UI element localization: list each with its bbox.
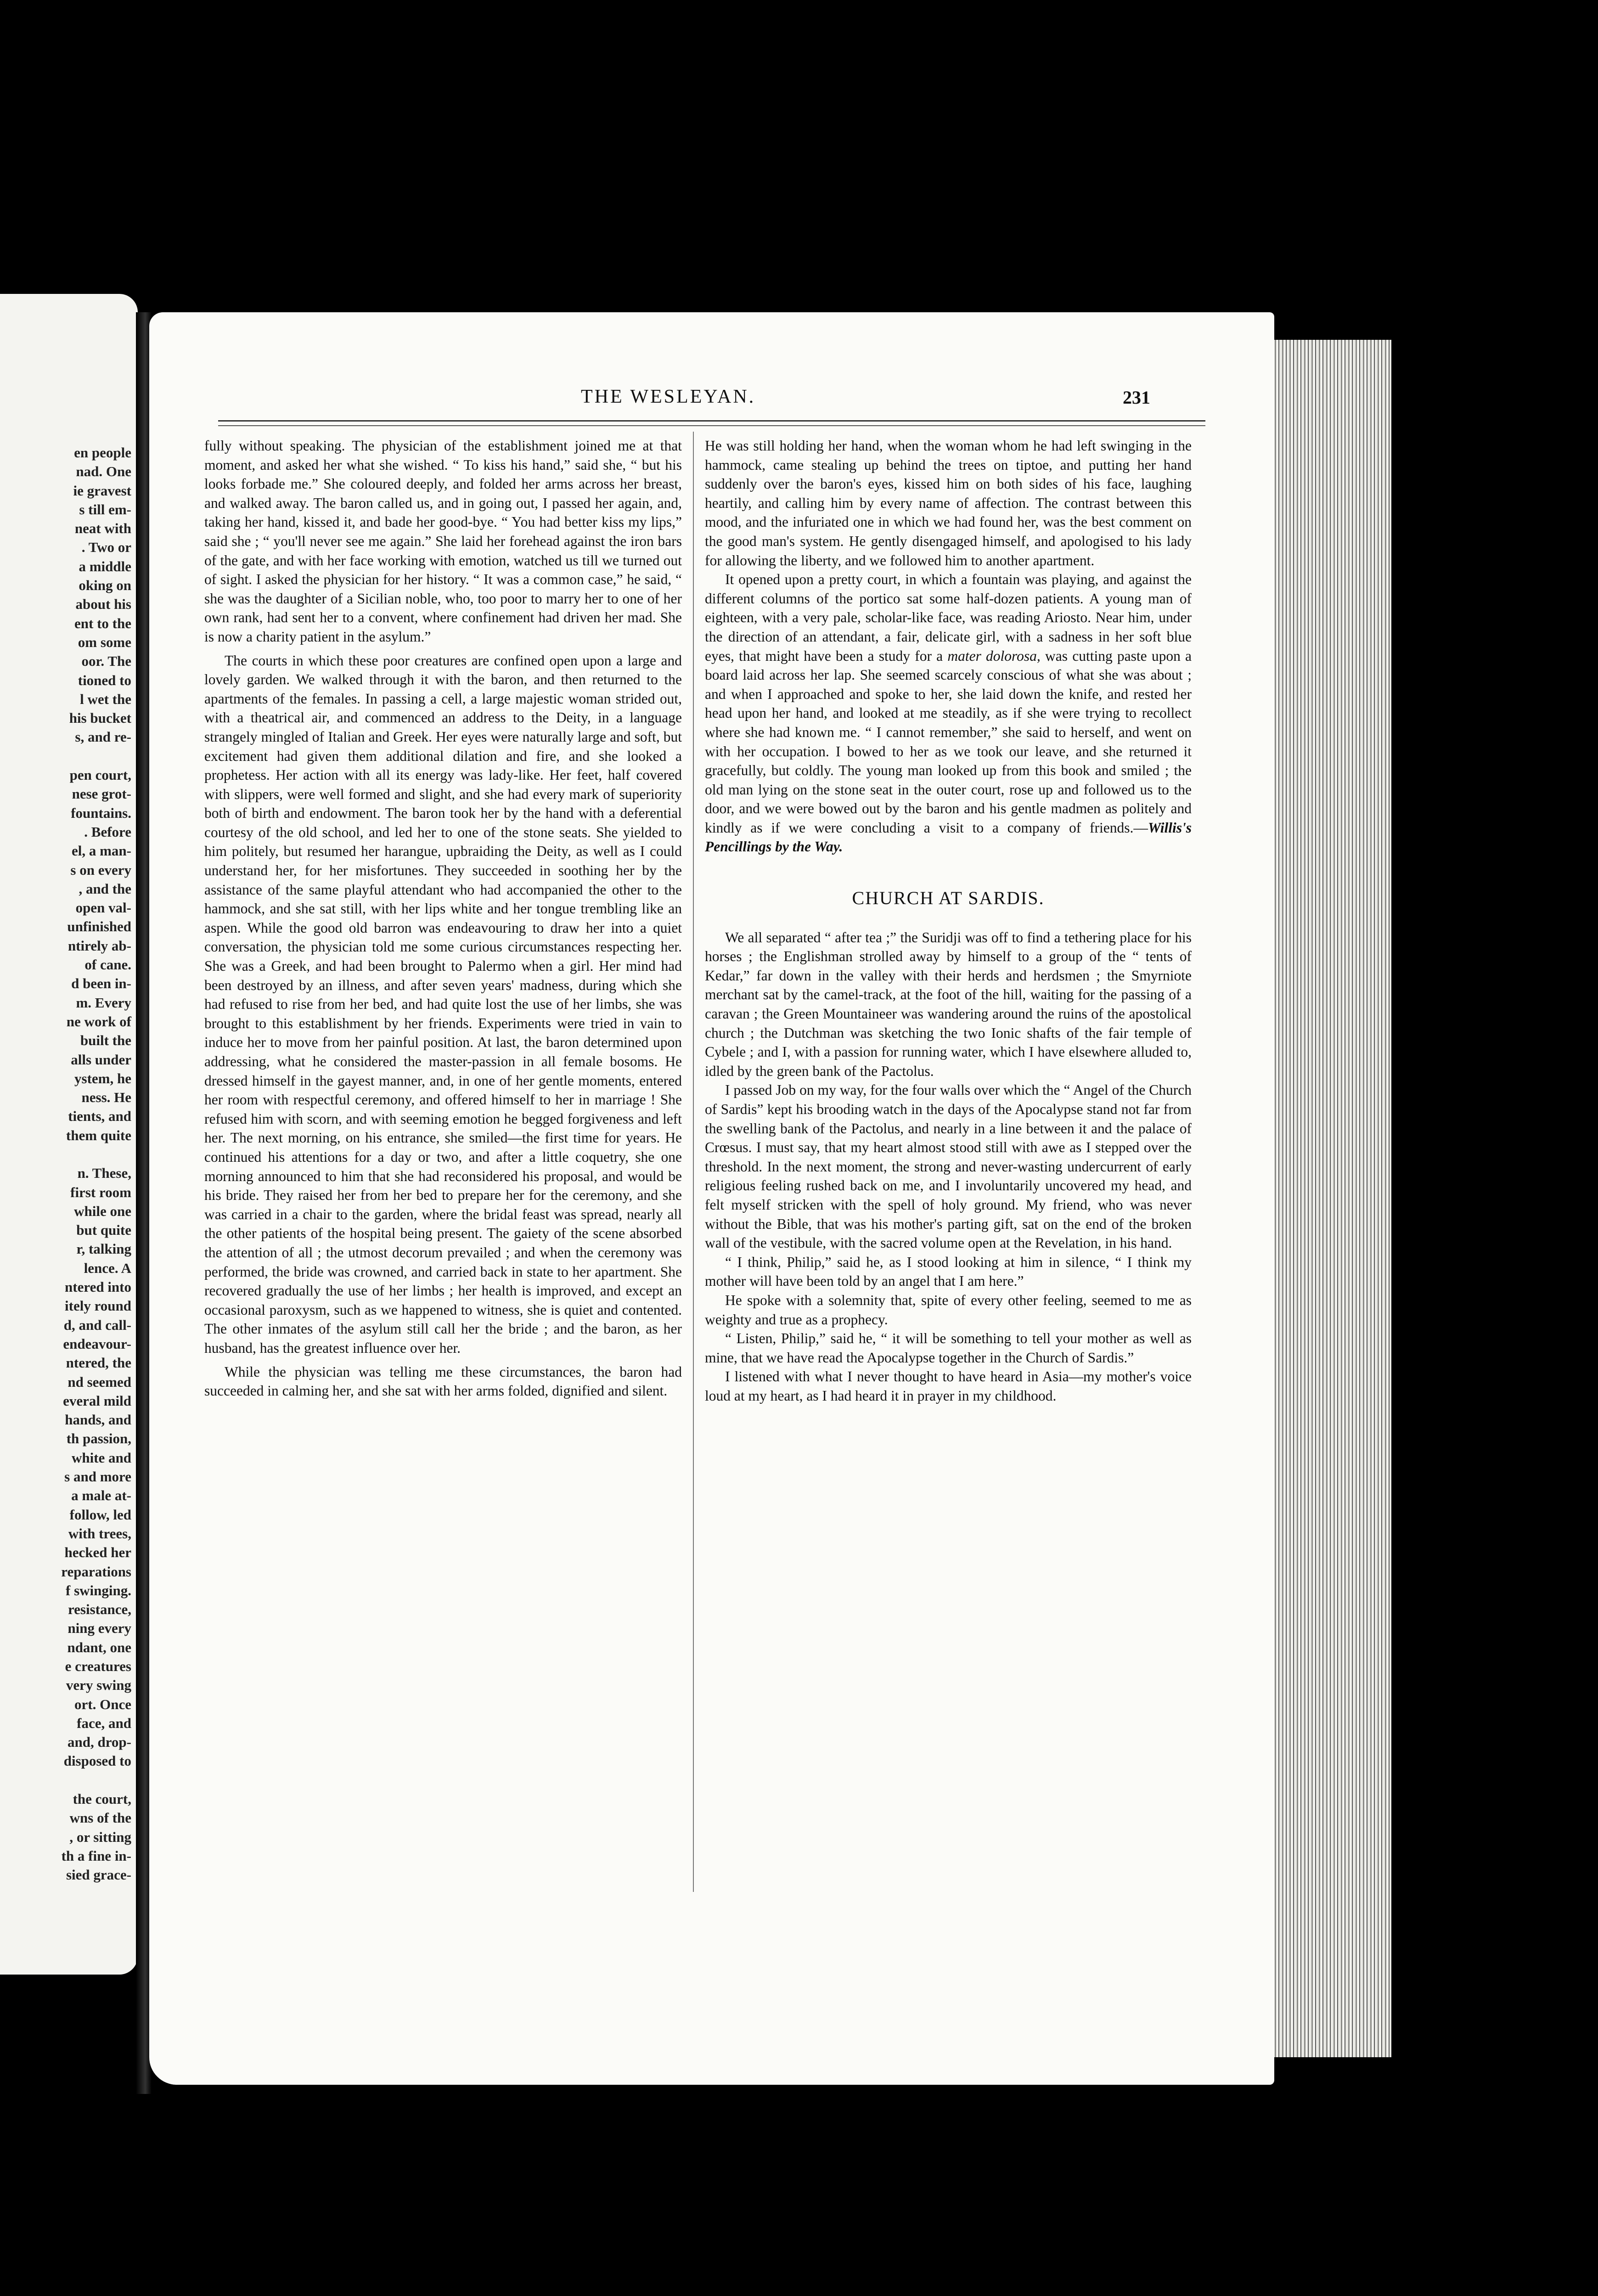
paragraph-text: It opened upon a pretty court, in which a fountain was playing, and against the different columns of the portico sat some half-dozen patients. A young man of eighteen, with a very pale, scholar-like face, was reading Ariosto. Near him, under the direction of an attendant, a fair, delicate girl, with a sadness in her soft blue eyes, that might have been a study for a bbox=[705, 571, 1192, 664]
fragment-line: . Two or bbox=[81, 539, 131, 556]
fragment-line: a middle bbox=[79, 558, 131, 574]
fragment-line: tients, and bbox=[68, 1108, 131, 1125]
fragment-line: hands, and bbox=[65, 1412, 131, 1428]
fragment-line bbox=[0, 1771, 131, 1790]
fragment-line: ning every bbox=[68, 1620, 131, 1637]
fragment-line: face, and bbox=[77, 1715, 131, 1731]
fragment-line: built the bbox=[80, 1032, 131, 1049]
fragment-line: fountains. bbox=[71, 805, 131, 821]
fragment-line: itely round bbox=[65, 1298, 131, 1314]
fragment-line: reparations bbox=[61, 1563, 131, 1580]
fragment-line: f swinging. bbox=[66, 1582, 131, 1598]
fragment-line: e creatures bbox=[65, 1658, 131, 1674]
fragment-line: d been in- bbox=[71, 975, 131, 992]
paragraph bbox=[705, 570, 1192, 856]
paragraph: “ Listen, Philip,” said he, “ it will be something to tell your mother as well as mine, that we have read the Apocalypse together in the Church of Sardis.” bbox=[705, 1330, 1192, 1366]
fragment-line: hecked her bbox=[64, 1544, 131, 1561]
fragment-line: follow, led bbox=[69, 1506, 131, 1523]
paragraph: “ I think, Philip,” said he, as I stood looking at him in silence, “ I think my mother will have been told by an angel that I am here.” bbox=[705, 1254, 1192, 1289]
fragment-line: l wet the bbox=[80, 691, 131, 707]
fragment-line: about his bbox=[75, 596, 131, 613]
fragment-line: tioned to bbox=[78, 672, 131, 688]
fragment-line: endeavour- bbox=[63, 1335, 131, 1352]
previous-page-fragment bbox=[0, 294, 138, 1975]
paragraph: I listened with what I never thought to have heard in Asia—my mother's voice loud at my heart, as I had heard it in prayer in my childhood. bbox=[705, 1368, 1192, 1404]
fragment-line bbox=[0, 1145, 131, 1164]
paragraph: I passed Job on my way, for the four walls over which the “ Angel of the Church of Sardis” kept his brooding watch in the days of the Apocalypse stand not far from the swelling bank of the Pactolus, and nearly in a line between it and the palace of Crœsus. I must say, that my heart almost stood still with awe as I stepped over the threshold. In the next moment, the strong and never-wasting undercurrent of early religious feeling rushed back on me, and I involuntarily uncovered my head, and felt myself stricken with the spell of holy ground. My friend, who was never without the Bible, that was his mother's parting gift, sat on the end of the broken wall of the vestibule, with the sacred volume open at the Revelation, in his hand. bbox=[705, 1082, 1192, 1251]
fragment-line: el, a man- bbox=[71, 843, 131, 859]
fragment-line: s till em- bbox=[79, 501, 131, 518]
fragment-line: open val- bbox=[75, 900, 131, 916]
fragment-line: unfinished bbox=[67, 918, 131, 935]
fragment-line: but quite bbox=[76, 1222, 131, 1238]
fragment-line: with trees, bbox=[68, 1525, 131, 1542]
fragment-line: alls under bbox=[71, 1051, 131, 1068]
fragment-line: ne work of bbox=[66, 1013, 131, 1030]
fragment-line: n. These, bbox=[77, 1165, 131, 1182]
fragment-line: wns of the bbox=[69, 1810, 131, 1826]
fragment-line: lence. A bbox=[84, 1260, 131, 1276]
fragment-line: while one bbox=[74, 1203, 131, 1219]
fragment-line: oor. The bbox=[81, 653, 131, 670]
italic-phrase: mater dolorosa, bbox=[947, 647, 1041, 664]
fragment-line: ntirely ab- bbox=[68, 937, 131, 954]
fragment-line: . Before bbox=[84, 823, 131, 840]
fragment-line: white and bbox=[71, 1449, 131, 1466]
fragment-line: ort. Once bbox=[74, 1696, 131, 1712]
fragment-line: a male at- bbox=[71, 1487, 131, 1504]
column-divider bbox=[693, 432, 694, 1892]
fragment-line: , or sitting bbox=[69, 1829, 131, 1845]
fragment-line: ndant, one bbox=[67, 1639, 131, 1655]
fragment-line: th a fine in- bbox=[61, 1847, 131, 1864]
citation: Willis's Pencillings by the Way. bbox=[705, 819, 1192, 855]
paragraph: He spoke with a solemnity that, spite of every other feeling, seemed to me as weighty and true as a prophecy. bbox=[705, 1292, 1192, 1328]
fragment-line: ntered into bbox=[65, 1279, 131, 1295]
fragment-line: his bucket bbox=[69, 710, 131, 726]
fragment-line: om some bbox=[78, 634, 131, 650]
fragment-line: ness. He bbox=[81, 1089, 131, 1106]
fragment-line: them quite bbox=[66, 1127, 131, 1143]
paragraph: While the physician was telling me these circumstances, the baron had succeeded in calming her, and she sat with her arms folded, dignified and silent. bbox=[204, 1363, 682, 1399]
fragment-line: nd seemed bbox=[68, 1373, 131, 1390]
fragment-line: th passion, bbox=[66, 1430, 131, 1447]
main-page bbox=[149, 312, 1274, 2085]
fragment-line: of cane. bbox=[84, 957, 131, 973]
column-left bbox=[204, 436, 682, 1401]
fragment-line: ie gravest bbox=[73, 482, 131, 499]
fragment-line: r, talking bbox=[76, 1241, 131, 1257]
fragment-line bbox=[0, 747, 131, 765]
fragment-line: everal mild bbox=[63, 1392, 131, 1409]
fragment-line: s, and re- bbox=[75, 729, 131, 745]
fragment-line: the court, bbox=[73, 1791, 131, 1807]
fragment-line: ntered, the bbox=[66, 1355, 131, 1371]
fragment-line: disposed to bbox=[63, 1753, 131, 1769]
fragment-line: neat with bbox=[74, 520, 131, 537]
paragraph: The courts in which these poor creatures are confined open upon a large and lovely garden. We walked through it with the baron, and then returned to the apartments of the females. In passing a cell, a large majestic woman strided out, with a theatrical air, and commenced an address to the Deity, in a language strangely mingled of Italian and Greek. Her eyes were naturally large and soft, but excitement had given them additional dilation and fire, and she looked a prophetess. Her action with all its energy was lady-like. Her feet, half covered with slippers, were well formed and slight, and she had every mark of superiority both of birth and endowment. The baron took her by the hand with a deferential courtesy of the old school, and led her to one of the stone seats. She yielded to him politely, but resumed her harangue, upbraiding the Deity, as well as I could understand her, for her misfortunes. They succeeded in soothing her by the assistance of the same playful attendant who had accompanied the other to the hammock, and she sat still, with her lips white and her tongue trembling like an aspen. While the good old barron was endeavouring to draw her into a quiet conversation, the physician told me some curious circumstances respecting her. She was a Greek, and had been brought to Palermo when a girl. Her mind had been destroyed by an illness, and after seven years' madness, during which she had refused to rise from her bed, and had quite lost the use of her limbs, she was brought to this establishment by her friends. Experiments were tried in vain to induce her to move from her painful position. At last, the baron determined upon addressing, what he considered the master-passion in all female bosoms. He dressed himself in the gayest manner, and, in one of her gentle moments, entered her room with respectful ceremony, and offered himself to her in marriage ! She refused him with scorn, and with seeming emotion he begged forgiveness and left her. The next morning, on his entrance, she smiled—the first time for years. He continued his attentions for a day or two, and after a little coquetry, she one morning announced to him that she had reconsidered his proposal, and would be his bride. They raised her from her bed to prepare her for the ceremony, and she was carried in a chair to the garden, where the bridal feast was spread, nearly all the other patients of the hospital being present. The gaiety of the scene absorbed the attention of all ; the utmost decorum prevailed ; and when the ceremony was performed, the bride was crowned, and carried back in state to her apartment. She recovered gradually the use of her limbs ; her health is improved, and except an occasional paroxysm, such as we happened to witness, she is quiet and contented. The other inmates of the asylum still call her the bride ; and the baron, as her husband, has the greatest influence over her. bbox=[204, 652, 682, 1356]
fragment-line: nese grot- bbox=[72, 786, 131, 802]
fragment-line: s and more bbox=[64, 1469, 131, 1485]
paragraph-text: was cutting paste upon a board laid across her lap. She seemed scarcely conscious of what she was about ; and when I approached and spoke to her, she laid down the knife, and rested her head upon her hand, and looked at me steadily, as if she were trying to recollect where she had known me. “ I cannot remember,” she said to herself, and went on with her occupation. I bowed to her as we took our leave, and she returned it gracefully, but coldly. The young man looked up from this book and smiled ; the old man lying on the stone seat in the outer court, rose up and followed us to the door, and we were bowed out by the baron and his gentle madmen as politely and kindly as if we were concluding a visit to a company of friends.— bbox=[705, 647, 1192, 836]
paragraph: We all separated “ after tea ;” the Suridji was off to find a tethering place for his horses ; the Englishman strolled away by himself to a group of the “ tents of Kedar,” far down in the valley with their herds and herdsmen ; the Smyrniote merchant sat by the camel-track, at the foot of the hill, waiting for the passing of a caravan ; the Green Mountaineer was wandering around the ruins of the apostolical church ; the Dutchman was sketching the two Ionic shafts of the fair temple of Cybele ; and I, with a passion for running water, which I have elsewhere alluded to, idled by the green bank of the Pactolus. bbox=[705, 929, 1192, 1079]
fragment-line: nad. One bbox=[76, 463, 131, 480]
page-number: 231 bbox=[1123, 387, 1150, 408]
fragment-line: d, and call- bbox=[63, 1317, 131, 1333]
fragment-line: very swing bbox=[66, 1677, 131, 1694]
page-edges bbox=[1272, 340, 1391, 2057]
fragment-line: first room bbox=[70, 1184, 131, 1200]
section-heading: CHURCH AT SARDIS. bbox=[852, 888, 1045, 909]
running-title: THE WESLEYAN. bbox=[581, 386, 756, 407]
fragment-line: resistance, bbox=[68, 1601, 131, 1618]
page-header bbox=[149, 386, 1274, 413]
fragment-line: ystem, he bbox=[74, 1070, 131, 1086]
paragraph: He was still holding her hand, when the woman whom he had left swinging in the hammock, came stealing up behind the trees on tiptoe, and putting her hand suddenly over the baron's eyes, kissed him on both sides of his face, laughing heartily, and calling him by every name of affection. The contrast between this mood, and the infuriated one in which we had found her, was the best comment on the good man's system. He gently disengaged himself, and apologised to his lady for allowing the liberty, and we followed him to another apartment. bbox=[705, 438, 1192, 568]
previous-page-text bbox=[0, 443, 131, 1885]
fragment-line: oking on bbox=[79, 577, 131, 594]
fragment-line: s on every bbox=[70, 861, 131, 878]
header-rule bbox=[218, 420, 1205, 426]
paragraph: fully without speaking. The physician of the establishment joined me at that moment, and asked her what she wished. “ To kiss his hand,” said she, “ but his looks forbade me.” She coloured deeply, and folded her arms across her breast, and walked away. The baron called us, and in going out, I passed her again, and, taking her hand, kissed it, and bade her good-bye. “ You had better kiss my lips,” said she ; “ you'll never see me again.” She laid her forehead against the iron bars of the gate, and with her face working with emotion, watched us till we turned out of sight. I asked the physician for her history. “ It was a common case,” he said, “ she was the daughter of a Sicilian noble, who, too poor to marry her to one of her own rank, had sent her to a convent, where confinement had driven her mad. She is now a charity patient in the asylum.” bbox=[204, 438, 682, 645]
fragment-line: ent to the bbox=[74, 615, 131, 631]
fragment-line: and, drop- bbox=[68, 1734, 131, 1750]
fragment-line: en people bbox=[74, 445, 131, 461]
column-right bbox=[705, 436, 1192, 1406]
fragment-line: sied grace- bbox=[66, 1867, 131, 1883]
fragment-line: m. Every bbox=[76, 994, 131, 1011]
fragment-line: pen court, bbox=[69, 767, 131, 783]
fragment-line: , and the bbox=[79, 880, 131, 897]
